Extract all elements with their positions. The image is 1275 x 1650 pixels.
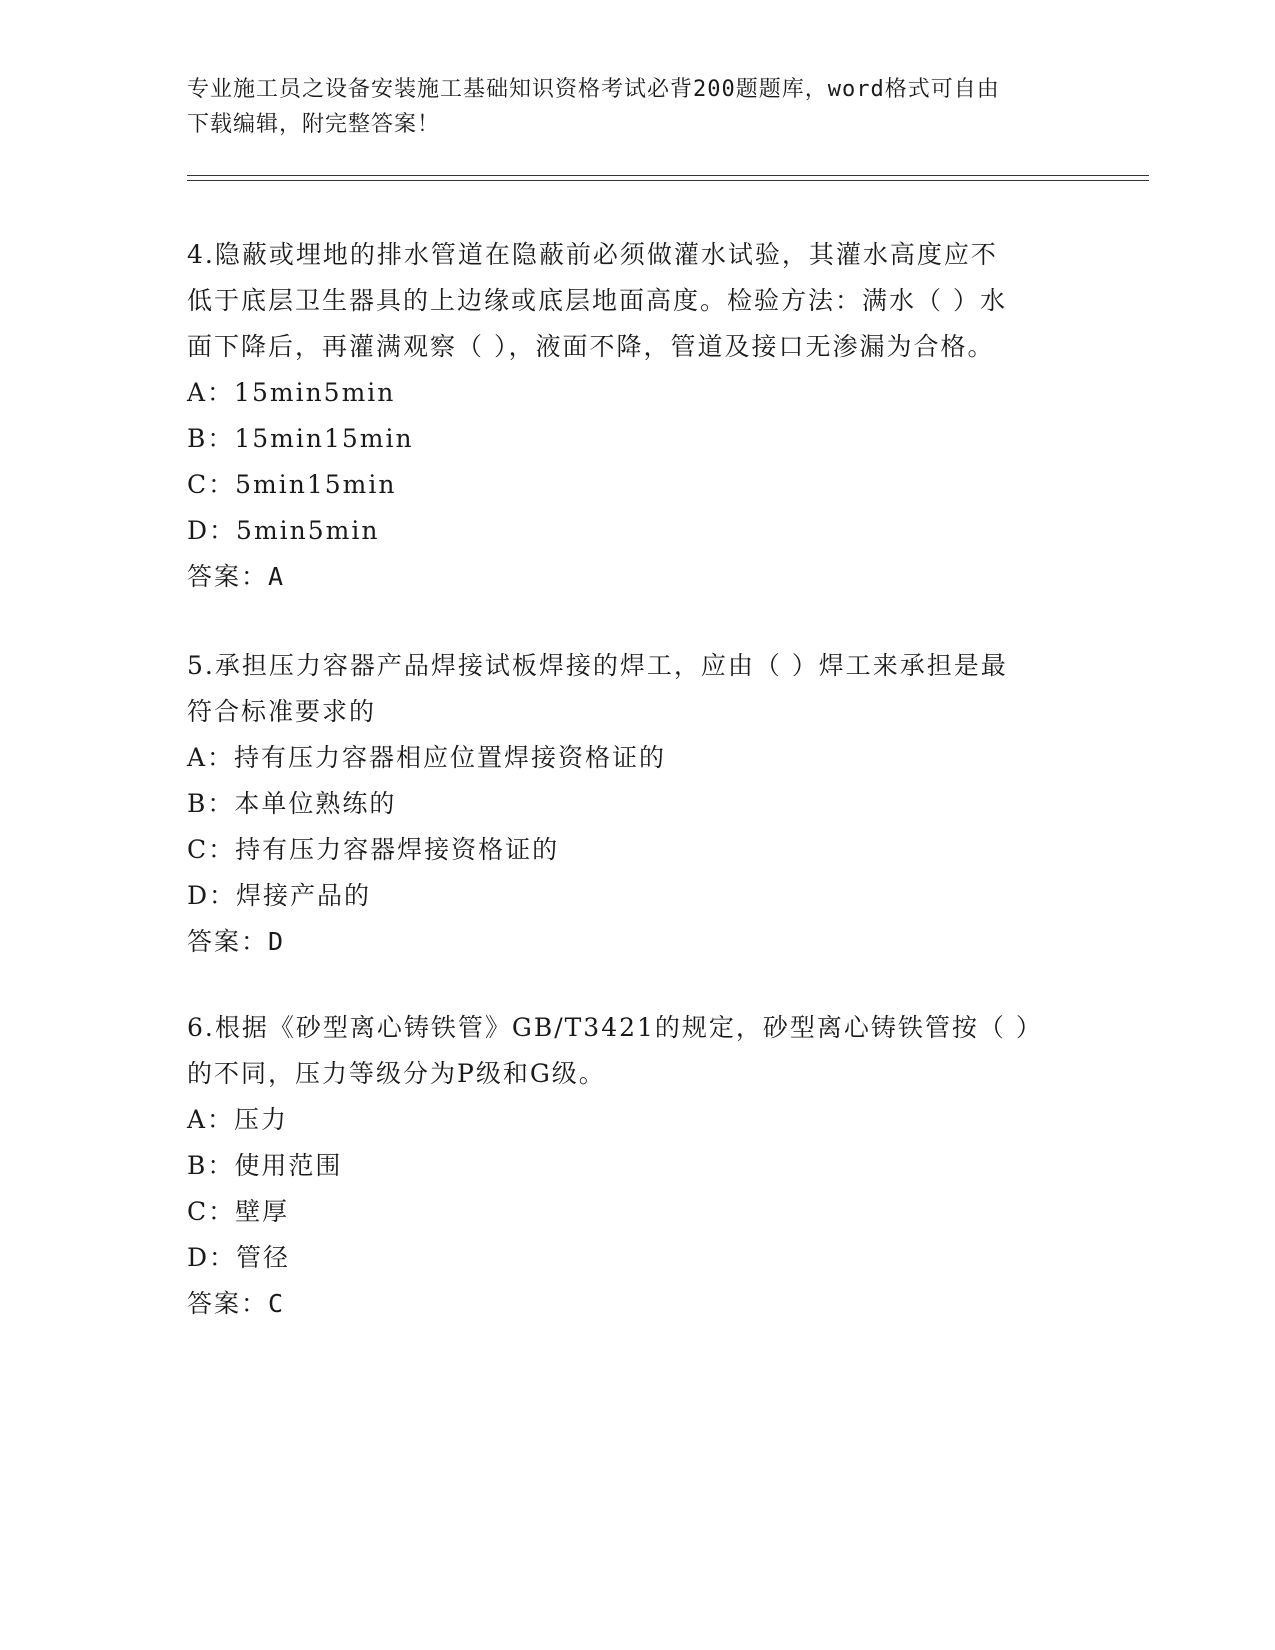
- option-c: C：壁厚: [187, 1197, 290, 1226]
- question-stem-line: 的不同，压力等级分为P级和G级。: [187, 1059, 606, 1088]
- answer-line: 答案：C: [187, 1289, 286, 1318]
- question-4: [187, 232, 1087, 600]
- header-line-2: 下载编辑，附完整答案！: [187, 112, 441, 137]
- header-divider-top: [187, 175, 1149, 176]
- question-stem-line: 低于底层卫生器具的上边缘或底层地面高度。检验方法：满水（ ）水: [187, 286, 1007, 315]
- question-5: [187, 643, 1087, 965]
- question-stem-line: 5.承担压力容器产品焊接试板焊接的焊工，应由（ ）焊工来承担是最: [187, 651, 1008, 680]
- option-d: D：5min5min: [187, 516, 380, 545]
- option-d: D：管径: [187, 1243, 291, 1272]
- question-stem-line: 面下降后，再灌满观察（ ），液面不降，管道及接口无渗漏为合格。: [187, 332, 995, 361]
- header-line-1: 专业施工员之设备安装施工基础知识资格考试必背200题题库，word格式可自由: [187, 77, 1000, 102]
- answer-line: 答案：A: [187, 562, 286, 591]
- option-c: C：5min15min: [187, 470, 397, 499]
- option-a: A：15min5min: [187, 378, 396, 407]
- question-stem-line: 6.根据《砂型离心铸铁管》GB/T3421的规定，砂型离心铸铁管按（ ）: [187, 1013, 1043, 1042]
- option-b: B：本单位熟练的: [187, 789, 397, 818]
- header-divider-bottom: [187, 180, 1149, 181]
- document-header: [187, 72, 1067, 142]
- option-a: A：持有压力容器相应位置焊接资格证的: [187, 743, 667, 772]
- option-c: C：持有压力容器焊接资格证的: [187, 835, 560, 864]
- question-stem-line: 符合标准要求的: [187, 697, 377, 726]
- option-b: B：15min15min: [187, 424, 414, 453]
- option-b: B：使用范围: [187, 1151, 343, 1180]
- option-a: A：压力: [187, 1105, 289, 1134]
- answer-line: 答案：D: [187, 927, 286, 956]
- question-6: [187, 1005, 1087, 1327]
- question-stem-line: 4.隐蔽或埋地的排水管道在隐蔽前必须做灌水试验，其灌水高度应不: [187, 240, 998, 269]
- option-d: D：焊接产品的: [187, 881, 372, 910]
